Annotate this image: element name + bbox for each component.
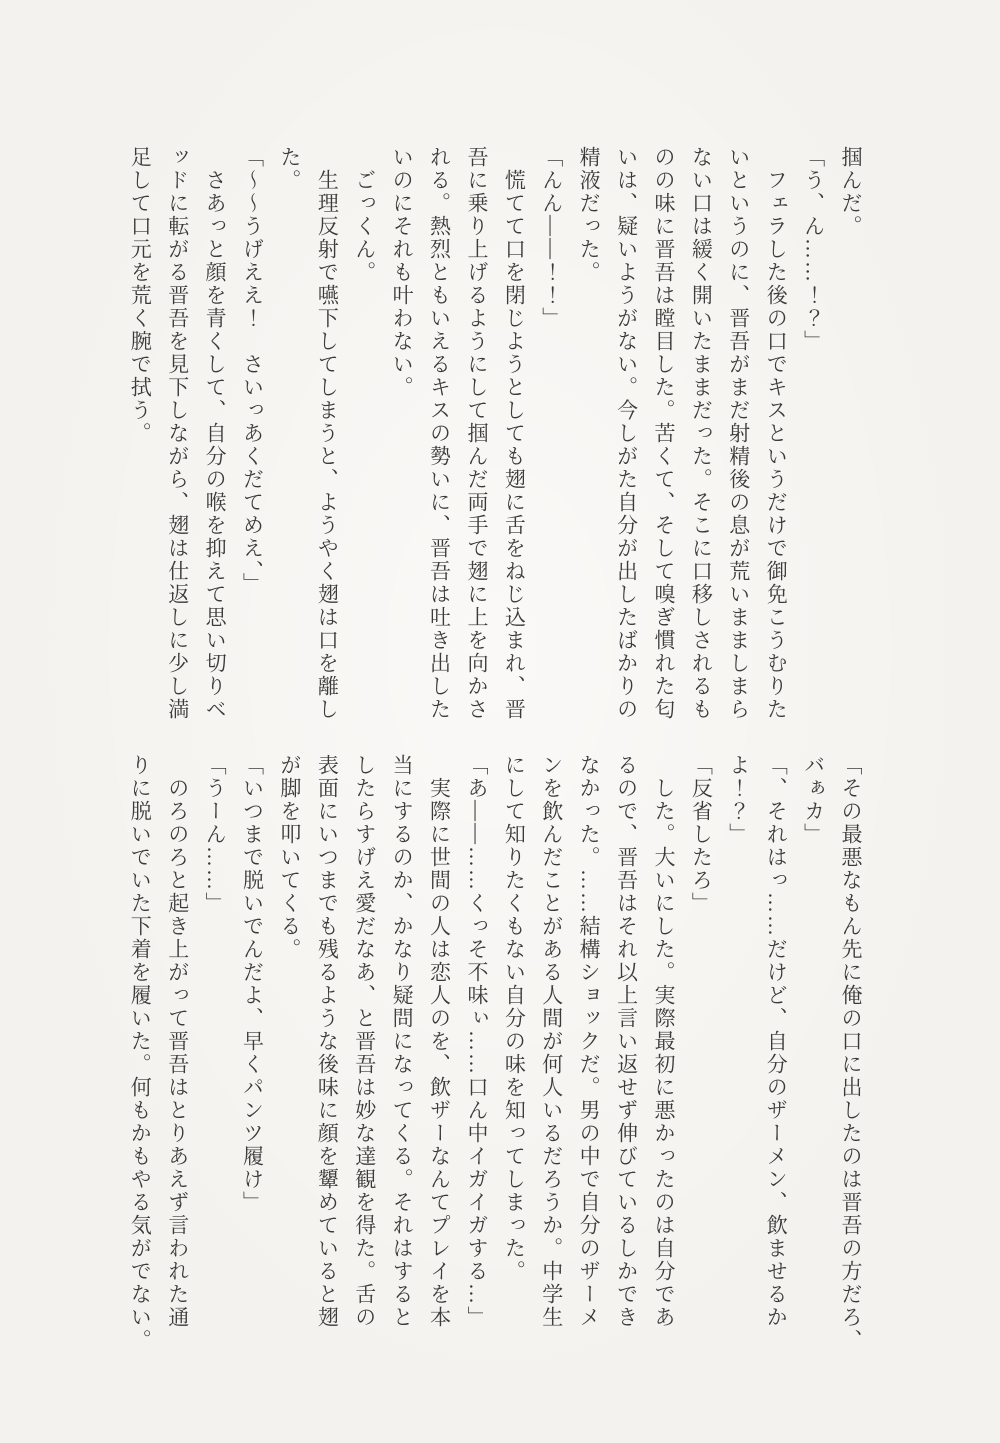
text-line: のの味に晋吾は瞠目した。苦くて、そして嗅ぎ慣れた匂 — [651, 146, 676, 721]
text-line: ンを飲んだことがある人間が何人いるだろうか。中学生 — [539, 754, 564, 1329]
text-line: 「、それはっ……だけど、自分のザーメン、飲ませるか — [764, 754, 789, 1329]
text-line: 表面にいつまでも残るような後味に顔を顰めていると翅 — [315, 754, 340, 1329]
text-line: いは、疑いようがない。今しがた自分が出したばかりの — [614, 146, 639, 721]
text-line: 「んん――！！」 — [539, 146, 564, 330]
story-text-bottom-block — [121, 754, 869, 1379]
text-line: 「～～うげええ！ さいっあくだてめえ、」 — [240, 146, 265, 596]
text-line: れる。熱烈ともいえるキスの勢いに、晋吾は吐き出した — [427, 146, 452, 721]
text-line: た。 — [277, 146, 302, 192]
text-line: ない口は緩く開いたままだった。そこに口移しされるも — [689, 146, 714, 721]
text-line: 精液だった。 — [577, 146, 602, 284]
text-line: いのにそれも叶わない。 — [390, 146, 415, 399]
text-line: バぁカ」 — [801, 754, 826, 846]
text-line: 「あ――……くっそ不味ぃ……口ん中イガイガする…」 — [464, 754, 489, 1329]
text-line: いというのに、晋吾がまだ射精後の息が荒いまましまら — [726, 146, 751, 721]
text-line: なかった。……結構ショックだ。男の中で自分のザーメ — [577, 754, 602, 1329]
text-line: した。大いにした。実際最初に悪かったのは自分であ — [651, 777, 676, 1329]
text-line: 「反省したろ」 — [689, 754, 714, 915]
text-line: 足して口元を荒く腕で拭う。 — [128, 146, 153, 445]
text-line: が脚を叩いてくる。 — [277, 754, 302, 961]
text-line: 生理反射で嚥下してしまうと、ようやく翅は口を離し — [315, 169, 340, 721]
text-line: 「その最悪なもん先に俺の口に出したのは晋吾の方だろ、 — [839, 754, 863, 1352]
text-line: るので、晋吾はそれ以上言い返せず伸びているしかでき — [614, 754, 639, 1329]
text-line: 慌てて口を閉じようとしても翅に舌をねじ込まれ、晋 — [502, 169, 527, 721]
text-line: にして知りたくもない自分の味を知ってしまった。 — [502, 754, 527, 1283]
text-line: りに脱いでいた下着を履いた。何もかもやる気がでない。 — [128, 754, 153, 1352]
text-line: 掴んだ。 — [839, 146, 863, 238]
text-line: さあっと顔を青くして、自分の喉を抑えて思い切りベ — [203, 169, 228, 721]
text-line: のろのろと起き上がって晋吾はとりあえず言われた通 — [165, 777, 190, 1329]
text-line: ッドに転がる晋吾を見下しながら、翅は仕返しに少し満 — [165, 146, 190, 721]
text-line: ごっくん。 — [352, 169, 377, 284]
text-line: したらすげえ愛だなあ、と晋吾は妙な達観を得た。舌の — [352, 754, 377, 1329]
story-text-top-block — [121, 146, 869, 752]
text-line: 「うーん……」 — [203, 754, 228, 915]
text-line: 吾に乗り上げるようにして掴んだ両手で翅に上を向かさ — [464, 146, 489, 721]
text-line: 実際に世間の人は恋人のを、飲ザーなんてプレイを本 — [427, 777, 452, 1329]
text-line: フェラした後の口でキスというだけで御免こうむりた — [764, 169, 789, 721]
text-line: 当にするのか、かなり疑問になってくる。それはすると — [390, 754, 415, 1329]
text-line: 「いつまで脱いでんだよ、早くパンツ履け」 — [240, 754, 265, 1214]
text-line: 「う、ん……！？」 — [801, 146, 826, 353]
text-line: よ！？」 — [726, 754, 751, 846]
